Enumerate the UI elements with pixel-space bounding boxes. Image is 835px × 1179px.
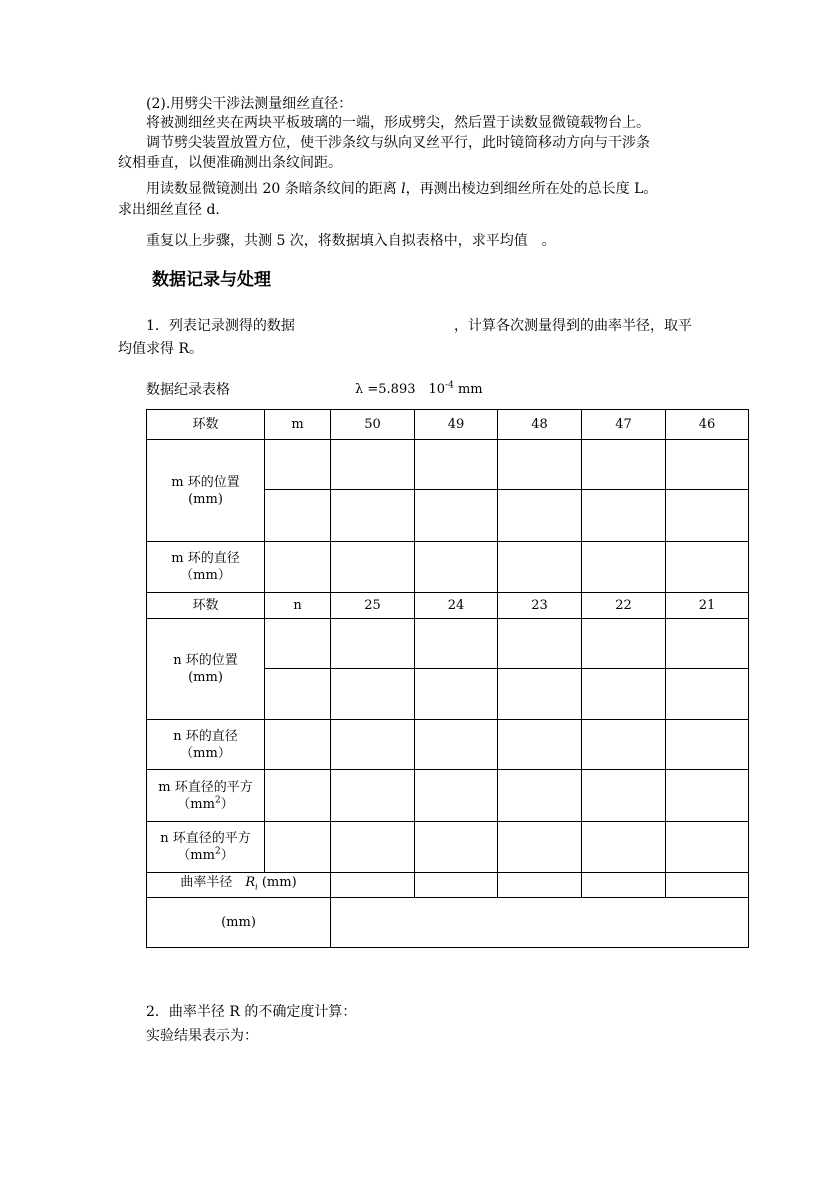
empty-cell [582, 619, 666, 669]
empty-cell [415, 669, 498, 720]
label-unit: （mm） [180, 568, 231, 583]
label-line: 曲率半径 [180, 875, 246, 891]
radius-symbol: R [245, 875, 256, 891]
variable-l: l [401, 181, 406, 197]
step2-line: 2．曲率半径 R 的不确定度计算： [146, 1004, 357, 1020]
mean-radius-cell [331, 898, 749, 948]
label-unit: (mm) [188, 670, 223, 685]
label-unit: ） [220, 848, 234, 863]
table-row [147, 410, 749, 440]
step1-line: 1．列表记录测得的数据 [146, 318, 295, 334]
empty-cell [498, 542, 582, 593]
empty-cell [666, 822, 749, 873]
empty-cell [498, 873, 582, 898]
empty-cell [331, 873, 415, 898]
table-row [147, 898, 749, 948]
label-line: n 环的直径 [173, 728, 238, 744]
step1-line: 均值求得 R。 [118, 341, 203, 357]
mean-radius-label: (mm) [147, 898, 331, 948]
table-row [147, 619, 749, 669]
paragraph-line: 求出细丝直径 d. [118, 202, 220, 218]
empty-cell [666, 440, 749, 490]
empty-cell [331, 720, 415, 770]
empty-cell [331, 619, 415, 669]
label-unit: (mm) [257, 875, 297, 891]
label-unit: （mm） [180, 745, 231, 761]
exponent: -4 [445, 380, 454, 391]
radius-label [147, 873, 331, 898]
table-row [147, 873, 749, 898]
m-value-cell: 46 [666, 410, 749, 440]
empty-cell [666, 542, 749, 593]
empty-cell [265, 440, 331, 490]
empty-cell [582, 873, 666, 898]
empty-cell [498, 822, 582, 873]
empty-cell [265, 619, 331, 669]
heading-data-processing: 数据记录与处理 [152, 270, 271, 290]
empty-cell [331, 770, 415, 822]
section-title: (2).用劈尖干涉法测量细丝直径： [146, 96, 353, 112]
paragraph-line: 重复以上步骤，共测 5 次，将数据填入自拟表格中，求平均值 。 [146, 233, 556, 249]
empty-cell [582, 770, 666, 822]
empty-cell [415, 873, 498, 898]
n-position-label [147, 619, 265, 720]
empty-cell [415, 822, 498, 873]
empty-cell [331, 542, 415, 593]
m-diameter-squared-label [147, 770, 265, 822]
empty-cell [265, 822, 331, 873]
table-row [147, 720, 749, 770]
step2-line: 实验结果表示为： [146, 1028, 258, 1044]
label-unit: （mm [177, 848, 215, 863]
label-line: n 环直径的平方 [160, 831, 251, 846]
empty-cell [415, 619, 498, 669]
empty-cell [331, 822, 415, 873]
paragraph-line: 调节劈尖装置放置方位，使干涉条纹与纵向叉丝平行，此时镜筒移动方向与干涉条 [146, 135, 650, 151]
n-value-cell: 22 [582, 593, 666, 619]
subscript-i: i [255, 882, 258, 892]
empty-cell [666, 490, 749, 542]
ring-number-label: 环数 [147, 410, 265, 440]
empty-cell [265, 542, 331, 593]
label-line: m 环的直径 [171, 551, 240, 566]
empty-cell [498, 770, 582, 822]
table-row [147, 593, 749, 619]
empty-cell [666, 873, 749, 898]
empty-cell [666, 720, 749, 770]
empty-cell [498, 490, 582, 542]
m-value-cell: 48 [498, 410, 582, 440]
table-row [147, 770, 749, 822]
empty-cell [582, 822, 666, 873]
label-line: n 环的位置 [173, 653, 238, 668]
empty-cell [265, 770, 331, 822]
empty-cell [582, 720, 666, 770]
m-diameter-label [147, 542, 265, 593]
empty-cell [415, 770, 498, 822]
label-line: m 环的位置 [171, 474, 240, 490]
m-value-cell: 50 [331, 410, 415, 440]
exponent: 2 [214, 795, 221, 806]
empty-cell [666, 669, 749, 720]
empty-cell [415, 720, 498, 770]
exponent: 2 [214, 846, 221, 857]
empty-cell [582, 669, 666, 720]
data-table [146, 409, 749, 948]
empty-cell [498, 440, 582, 490]
text-run: ，再测出棱边到细丝所在处的总长度 L。 [405, 181, 658, 197]
n-diameter-squared-label [147, 822, 265, 873]
empty-cell [582, 440, 666, 490]
n-value-cell: 25 [331, 593, 415, 619]
ring-number-label: 环数 [147, 593, 265, 619]
n-value-cell: 21 [666, 593, 749, 619]
table-row [147, 822, 749, 873]
empty-cell [265, 490, 331, 542]
empty-cell [415, 542, 498, 593]
empty-cell [498, 669, 582, 720]
n-value-cell: 23 [498, 593, 582, 619]
step1-line: ，计算各次测量得到的曲率半径，取平 [454, 318, 692, 334]
label-unit: （mm [177, 796, 215, 812]
n-symbol: n [265, 593, 331, 619]
n-value-cell: 24 [415, 593, 498, 619]
text-run: mm [453, 382, 483, 397]
m-value-cell: 49 [415, 410, 498, 440]
label-unit: (mm) [188, 491, 223, 507]
empty-cell [666, 770, 749, 822]
empty-cell [331, 440, 415, 490]
empty-cell [498, 619, 582, 669]
paragraph-line: 纹相垂直，以便准确测出条纹间距。 [118, 155, 342, 171]
label-unit: ） [220, 796, 234, 812]
lambda-value [355, 381, 483, 399]
m-value-cell: 47 [582, 410, 666, 440]
table-caption: 数据纪录表格 [146, 382, 230, 398]
label-line: m 环直径的平方 [158, 779, 253, 795]
table-row [147, 440, 749, 490]
empty-cell [498, 720, 582, 770]
empty-cell [582, 490, 666, 542]
paragraph-line: 将被测细丝夹在两块平板玻璃的一端，形成劈尖，然后置于读数显微镜载物台上。 [146, 115, 650, 131]
m-position-label [147, 440, 265, 542]
table-row [147, 542, 749, 593]
text-run: λ =5.893 10 [355, 382, 446, 397]
empty-cell [415, 490, 498, 542]
empty-cell [265, 720, 331, 770]
n-diameter-label [147, 720, 265, 770]
m-symbol: m [265, 410, 331, 440]
paragraph-line [146, 180, 657, 198]
empty-cell [265, 669, 331, 720]
empty-cell [666, 619, 749, 669]
empty-cell [415, 440, 498, 490]
empty-cell [331, 669, 415, 720]
empty-cell [331, 490, 415, 542]
text-run: 用读数显微镜测出 20 条暗条纹间的距离 [146, 181, 402, 197]
empty-cell [582, 542, 666, 593]
